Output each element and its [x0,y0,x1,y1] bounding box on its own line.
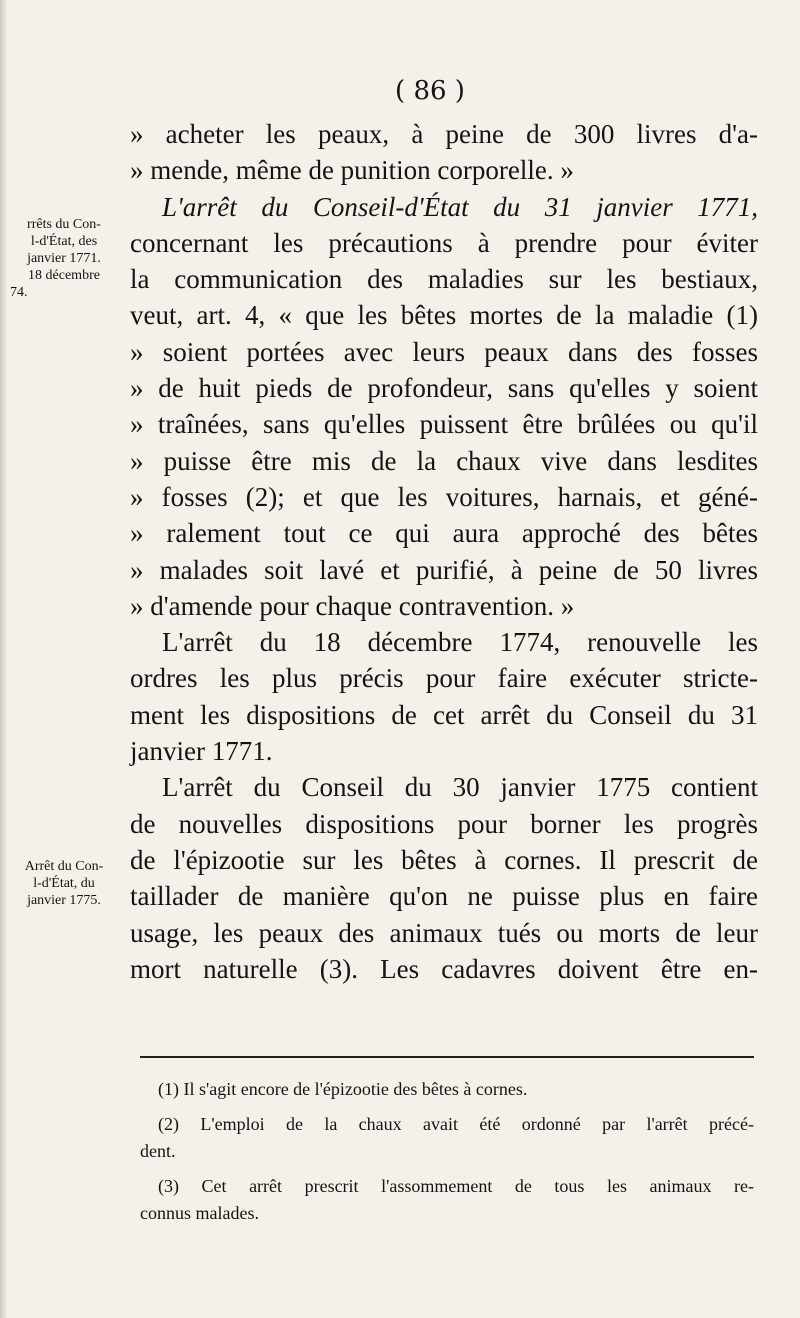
main-text [130,116,758,987]
footnote-1 [140,1076,754,1103]
margin-note-line: l-d'État, des [30,234,98,249]
text-line: ordres les plus précis pour faire exécuter stricte- [130,663,758,694]
margin-note-arret-1775 [10,858,118,909]
text-line: janvier 1771. [130,736,273,767]
margin-note-line: 74. [10,285,28,300]
footnote-line: (1) Il s'agit encore de l'épizootie des bêtes à cornes. [158,1079,528,1099]
text-line: » d'amende pour chaque contravention. » [130,590,575,621]
footnote-divider [140,1056,754,1058]
page-gutter-shadow [0,0,8,1318]
footnote-2 [140,1111,754,1165]
text-line: taillader de manière qu'on ne puisse plus en faire [130,881,758,912]
text-line: » traînées, sans qu'elles puissent être brûlées ou qu'il [130,409,758,440]
text-line: ment les dispositions de cet arrêt du Conseil du 31 [130,699,758,730]
text-line: » de huit pieds de profondeur, sans qu'elles y soient [130,373,758,404]
text-line: » acheter les peaux, à peine de 300 livres d'a- [130,119,758,149]
footnote-line: (2) L'emploi de la chaux avait été ordonné par l'arrêt précé- [158,1114,754,1134]
text-line: L'arrêt du 18 décembre 1774, renouvelle les [162,627,758,658]
text-line: de l'épizootie sur les bêtes à cornes. Il prescrit de [130,844,758,875]
footnote-line: dent. [140,1141,176,1161]
page-number: ( 86 ) [395,76,465,106]
text-line: la communication des maladies sur les bestiaux, [130,264,758,295]
footnote-line: connus malades. [140,1203,259,1223]
margin-note-arrets-1771-1774 [10,216,118,301]
text-line: mort naturelle (3). Les cadavres doivent être en- [130,953,758,984]
text-line: usage, les peaux des animaux tués ou morts de leur [130,917,758,948]
margin-note-line: janvier 1771. [27,251,101,266]
text-line: veut, art. 4, « que les bêtes mortes de la maladie (1) [130,300,758,331]
footnotes [140,1076,754,1235]
footnote-3 [140,1173,754,1227]
margin-note-line: rrêts du Con- [27,217,101,232]
text-line: concernant les précautions à prendre pour éviter [130,227,758,258]
text-line: » soient portées avec leurs peaux dans des fosses [130,336,758,367]
margin-note-line: l-d'État, du [33,876,95,891]
text-line: L'arrêt du Conseil du 30 janvier 1775 contient [162,772,758,803]
text-line: » ralement tout ce qui aura approché des bêtes [130,518,758,549]
margin-note-line: janvier 1775. [27,893,101,908]
text-line: » fosses (2); et que les voitures, harnais, et géné- [130,481,758,512]
text-line: de nouvelles dispositions pour borner les progrès [130,808,758,839]
margin-note-line: 18 décembre [28,268,100,283]
margin-note-line: Arrêt du Con- [24,859,104,874]
footnote-line: (3) Cet arrêt prescrit l'assommement de tous les animaux re- [158,1176,754,1196]
text-line: » puisse être mis de la chaux vive dans lesdites [130,445,758,476]
text-line: » mende, même de punition corporelle. » [130,155,574,186]
text-line: L'arrêt du Conseil-d'État du 31 janvier 1771, [162,191,758,222]
text-line: » malades soit lavé et purifié, à peine de 50 livres [130,554,758,585]
